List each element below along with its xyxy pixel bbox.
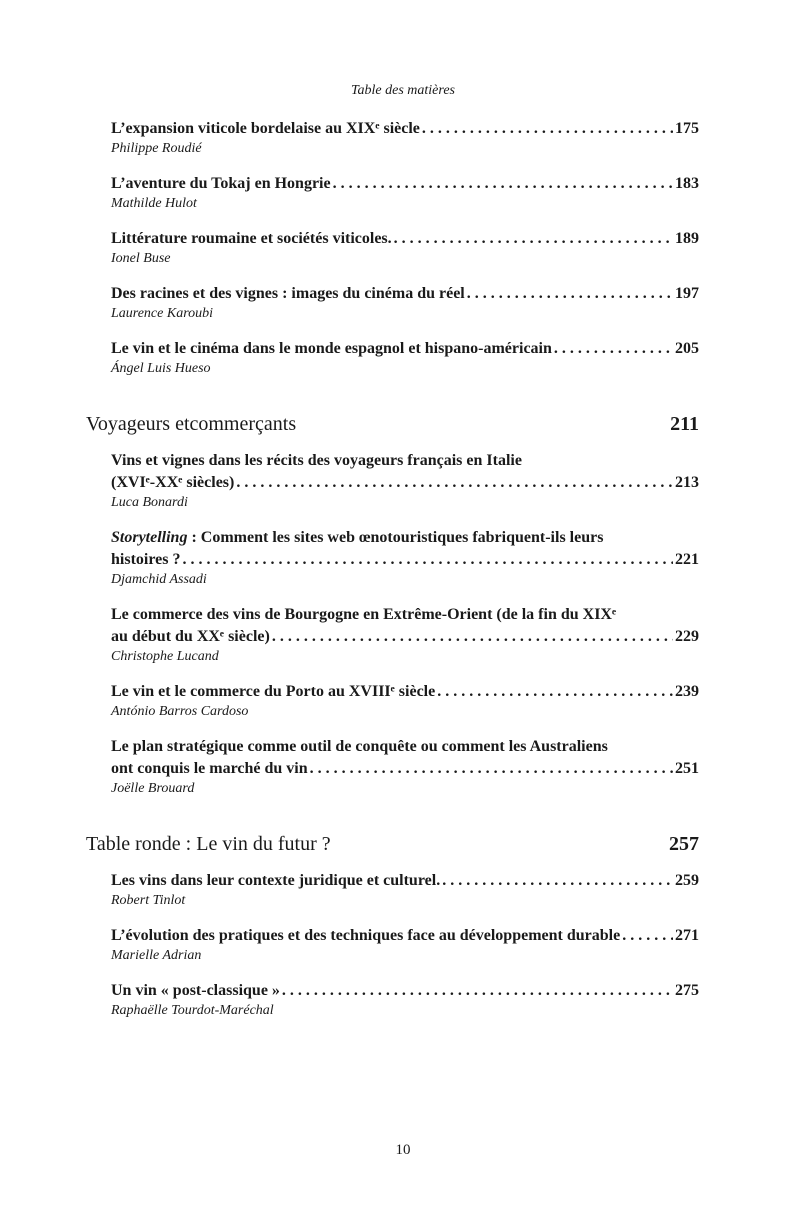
entry-page: 189 [675,230,699,247]
entry-author: Djamchid Assadi [111,572,207,587]
entry-title: Les vins dans leur contexte juridique et culturel. [111,872,441,889]
entry-title-italic: Storytelling [111,529,188,546]
dot-leader [236,472,673,494]
dot-leader [182,549,673,571]
entry-title-line1: Storytelling : Comment les sites web œnotouristiques fabriquent-ils leurs [111,529,604,546]
toc-entry [86,527,699,588]
running-head: Table des matières [351,83,455,98]
entry-author: Raphaëlle Tourdot-Maréchal [111,1003,274,1018]
section-header [86,833,699,856]
dot-leader [554,338,673,360]
entry-page: 221 [675,551,699,568]
entry-title: Un vin « post-classique » [111,982,280,999]
toc-entry [86,980,699,1019]
section-page: 257 [669,833,699,855]
toc-entry [86,604,699,665]
section-title: Voyageurs etcommerçants [86,413,297,435]
entry-title: Le vin et le commerce du Porto au XVIIIᵉ siècle [111,683,436,700]
entry-page: 239 [675,683,699,700]
toc-entry [86,283,699,322]
toc-entry [86,338,699,377]
entry-page: 259 [675,872,699,889]
entry-page: 197 [675,285,699,302]
entry-author: Joëlle Brouard [111,781,195,796]
entry-author: Robert Tinlot [111,893,186,908]
dot-leader [422,118,673,140]
page-number: 10 [395,1142,411,1158]
entry-title-line2: (XVIᵉ-XXᵉ siècles) [111,474,235,491]
entry-title-line2: ont conquis le marché du vin [111,760,308,777]
entry-title-line2: au début du XXᵉ siècle) [111,628,270,645]
toc-entry [86,925,699,964]
entry-title-line1: Le commerce des vins de Bourgogne en Extrême-Orient (de la fin du XIXᵉ [111,606,617,623]
dot-leader [282,980,673,1002]
entry-page: 213 [675,474,699,491]
entry-title: L’aventure du Tokaj en Hongrie [111,175,331,192]
entry-title-line2: histoires ? [111,551,181,568]
entry-author: Philippe Roudié [111,141,202,156]
toc-entry [86,681,699,720]
section-page: 211 [670,413,699,435]
entry-page: 275 [675,982,699,999]
toc-entry [86,118,699,157]
toc-section-3 [86,833,699,1019]
entry-title-line1: Le plan stratégique comme outil de conquête ou comment les Australiens [111,738,608,755]
entry-title-line1: Vins et vignes dans les récits des voyageurs français en Italie [111,452,522,469]
dot-leader [272,626,673,648]
entry-author: Ángel Luis Hueso [111,361,211,376]
entry-author: Christophe Lucand [111,649,219,664]
entry-title: Le vin et le cinéma dans le monde espagnol et hispano-américain [111,340,552,357]
section-title: Table ronde : Le vin du futur ? [86,833,331,855]
dot-leader [442,870,673,892]
toc-entry [86,228,699,267]
entry-page: 175 [675,120,699,137]
toc-entry [86,870,699,909]
entry-page: 229 [675,628,699,645]
entry-page: 271 [675,927,699,944]
entry-author: António Barros Cardoso [111,704,249,719]
dot-leader [467,283,673,305]
dot-leader [394,228,673,250]
entry-author: Marielle Adrian [111,948,202,963]
entry-title: Des racines et des vignes : images du cinéma du réel [111,285,465,302]
dot-leader [310,758,673,780]
entry-title: L’expansion viticole bordelaise au XIXᵉ siècle [111,120,420,137]
entry-author: Ionel Buse [111,251,171,266]
toc-section-2 [86,413,699,797]
entry-author: Luca Bonardi [111,495,188,510]
table-of-contents [86,118,699,1035]
toc-entry [86,173,699,212]
entry-page: 183 [675,175,699,192]
entry-author: Mathilde Hulot [111,196,197,211]
toc-group-1 [86,118,699,377]
section-header [86,413,699,436]
toc-entry [86,450,699,511]
entry-page: 205 [675,340,699,357]
entry-title: Littérature roumaine et sociétés viticoles. [111,230,392,247]
entry-title: L’évolution des pratiques et des techniques face au développement durable [111,927,621,944]
toc-entry [86,736,699,797]
dot-leader [333,173,673,195]
dot-leader [437,681,673,703]
dot-leader [622,925,673,947]
entry-page: 251 [675,760,699,777]
entry-author: Laurence Karoubi [111,306,214,321]
